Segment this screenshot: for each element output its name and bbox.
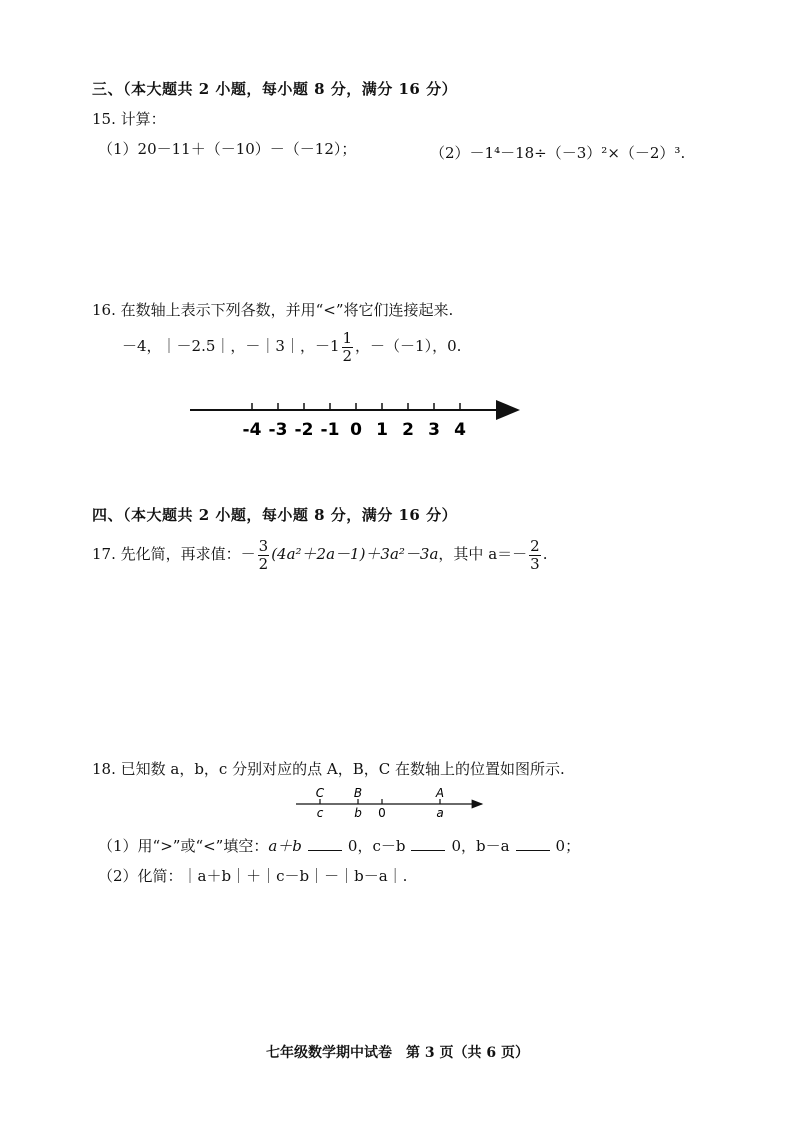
q16-mixed-num: 1	[342, 329, 353, 347]
q17-frac1-den: 2	[258, 554, 269, 573]
q18-label: 18. 已知数 a，b，c 分别对应的点 A，B，C 在数轴上的位置如图所示.	[92, 760, 565, 778]
q15-part1: （1）20－11＋（－10）－（－12）；	[98, 140, 357, 158]
q18-label-A: A	[435, 786, 445, 800]
q18-number-line	[292, 786, 488, 822]
q16-numbers-a: －4，｜－2.5｜，－｜3｜，－1	[122, 337, 340, 355]
q17-frac2-den: 3	[530, 554, 540, 573]
q16-tick-label: 3	[428, 420, 440, 440]
section-3-title: 三、（本大题共 2 小题，每小题 8 分，满分 16 分）	[92, 80, 458, 98]
q16-tick-label: 4	[454, 420, 466, 440]
q18-part1-expr2: 0，c－b	[347, 837, 406, 855]
q18-blank-2[interactable]	[411, 838, 445, 851]
q17-end: .	[542, 545, 548, 563]
q17-fraction-2	[529, 538, 541, 572]
q15-label: 15. 计算：	[92, 110, 166, 128]
q17-where: ，其中 a＝－	[438, 545, 528, 563]
q18-value-0: 0	[378, 806, 386, 820]
q15-part2: （2）－1⁴－18÷（－3）²×（－2）³.	[430, 144, 686, 162]
q16-mixed-fraction	[342, 330, 354, 364]
q18-part1-expr1: a＋b	[268, 837, 302, 855]
q17-fraction-1	[258, 538, 270, 572]
q16-tick-label: -2	[294, 420, 314, 440]
q18-label-B: B	[353, 786, 363, 800]
page-footer: 七年级数学期中试卷 第 3 页（共 6 页）	[266, 1045, 529, 1061]
q18-value-b: b	[354, 806, 362, 820]
q17-body: (4a²＋2a－1)＋3a²－3a	[271, 545, 439, 563]
q18-part2: （2）化简：｜a＋b｜＋｜c－b｜－｜b－a｜.	[98, 867, 408, 885]
section-4-title: 四、（本大题共 2 小题，每小题 8 分，满分 16 分）	[92, 506, 458, 524]
q16-number-line	[180, 395, 530, 445]
q16-tick-label: -4	[242, 420, 262, 440]
q17-neg: －	[240, 545, 256, 563]
q18-part1-end: 0；	[555, 837, 581, 855]
q18-label-C: C	[315, 786, 325, 800]
q18-blank-3[interactable]	[516, 838, 550, 851]
q17-frac1-num: 3	[258, 537, 269, 555]
q18-part1-prefix: （1）用“>”或“<”填空：	[98, 837, 269, 855]
q18-part1-expr3: 0，b－a	[451, 837, 510, 855]
q18-value-a: a	[436, 806, 444, 820]
q16-tick-label: 2	[402, 420, 414, 440]
q17-expression	[92, 538, 547, 572]
q18-part1	[98, 835, 580, 856]
q16-tick-label: -1	[320, 420, 340, 440]
q16-tick-label: -3	[268, 420, 288, 440]
q18-blank-1[interactable]	[308, 838, 342, 851]
q16-label: 16. 在数轴上表示下列各数，并用“<”将它们连接起来.	[92, 301, 454, 319]
q16-mixed-den: 2	[342, 346, 353, 365]
q16-tick-label: 0	[350, 420, 362, 440]
q17-label: 17. 先化简，再求值：	[92, 545, 241, 563]
q18-value-c: c	[316, 806, 324, 820]
q17-frac2-num: 2	[530, 537, 540, 555]
q16-numbers-b: ，－（－1），0.	[355, 337, 462, 355]
q16-numbers	[122, 330, 461, 364]
q16-tick-label: 1	[376, 420, 388, 440]
